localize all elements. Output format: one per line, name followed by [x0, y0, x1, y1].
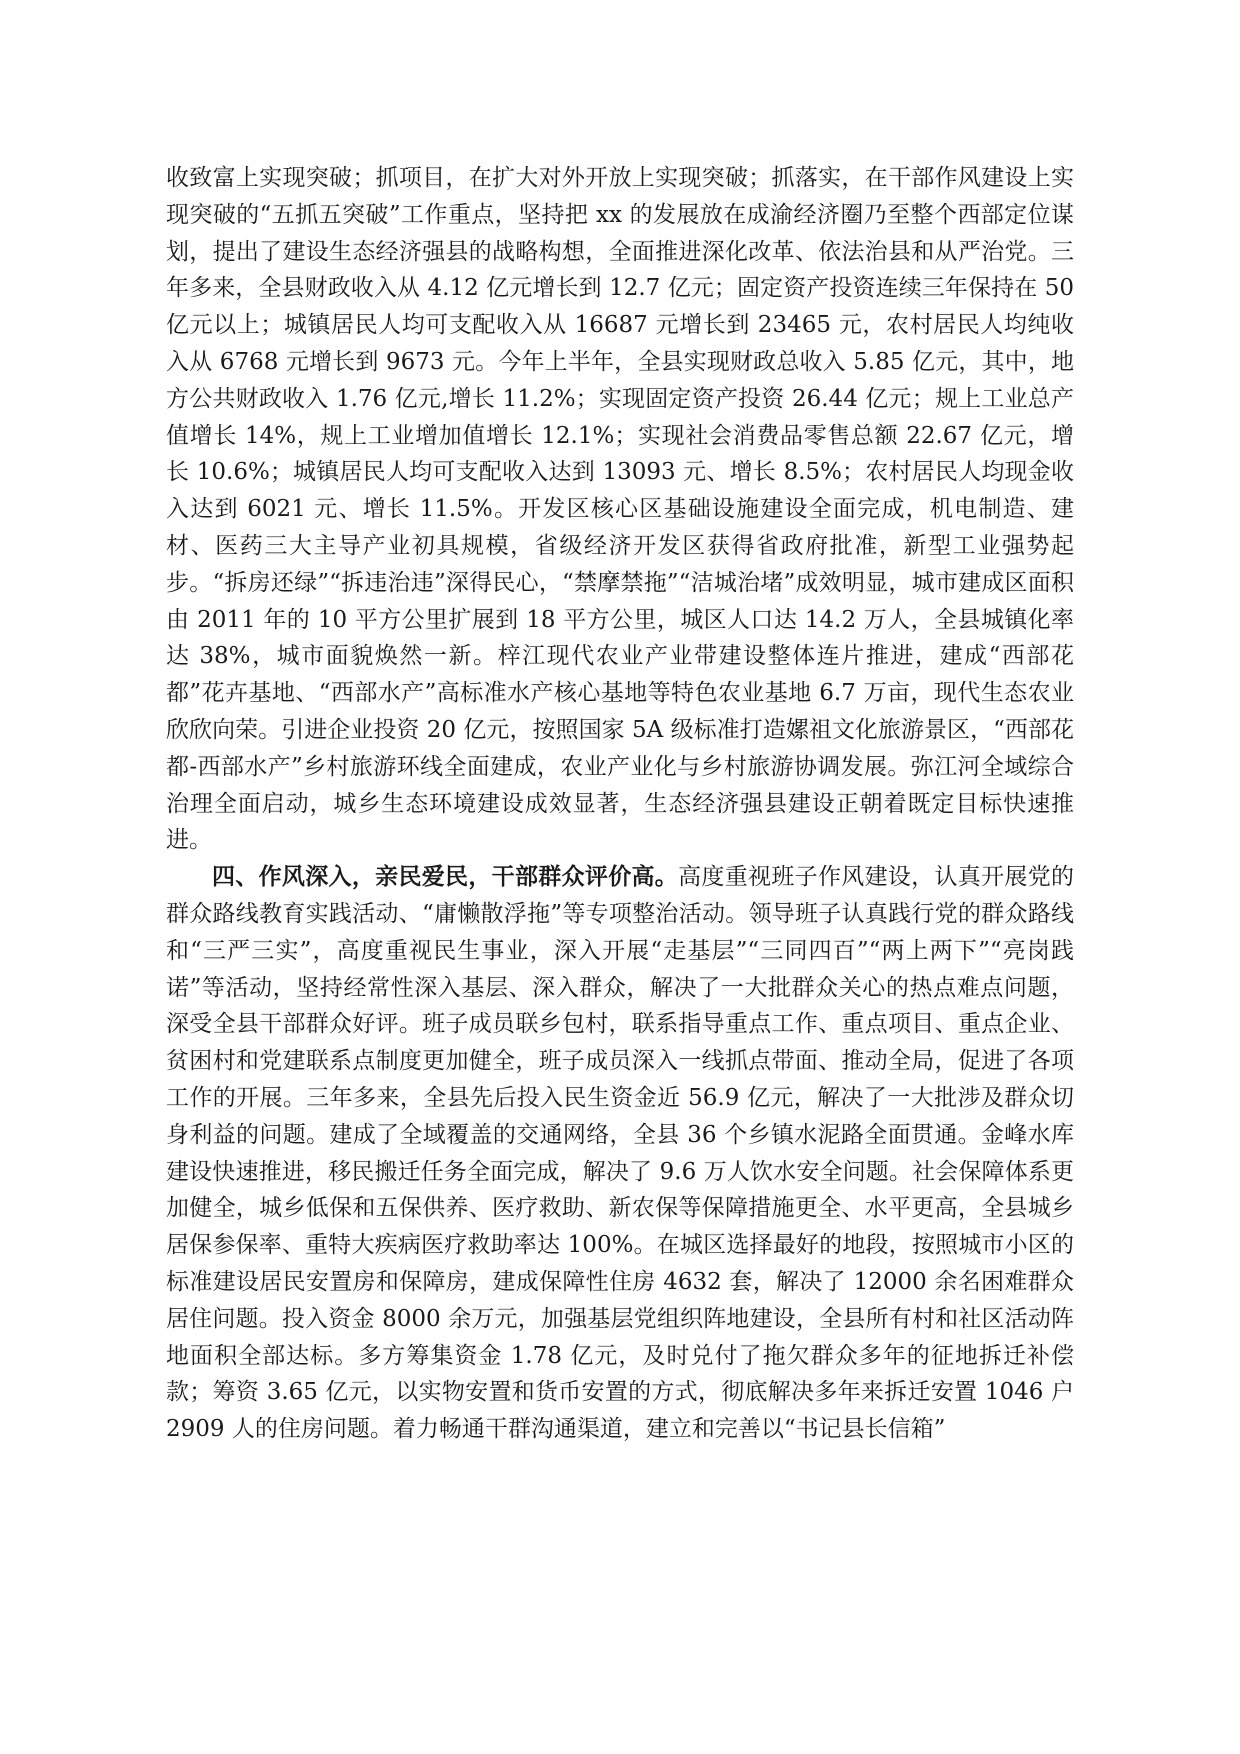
document-body [166, 160, 1074, 1448]
paragraph-economic-results: 收致富上实现突破；抓项目，在扩大对外开放上实现突破；抓落实，在干部作风建设上实现突破的“五抓五突破”工作重点，坚持把 xx 的发展放在成渝经济圈乃至整个西部定位谋划，提出了建设生态经济强县的战略构想，全面推进深化改革、依法治县和从严治党。三年多来，全县财政收入从 4.12 亿元增长到 12.7 亿元；固定资产投资连续三年保持在 50 亿元以上；城镇居民人均可支配收入从 16687 元增长到 23465 元，农村居民人均纯收入从 6768 元增长到 9673 元。今年上半年，全县实现财政总收入 5.85 亿元，其中，地方公共财政收入 1.76 亿元,增长 11.2%；实现固定资产投资 26.44 亿元；规上工业总产值增长 14%，规上工业增加值增长 12.1%；实现社会消费品零售总额 22.67 亿元，增长 10.6%；城镇居民人均可支配收入达到 13093 元、增长 8.5%；农村居民人均现金收入达到 6021 元、增长 11.5%。开发区核心区基础设施建设全面完成，机电制造、建材、医药三大主导产业初具规模，省级经济开发区获得省政府批准，新型工业强势起步。“拆房还绿”“拆违治违”深得民心，“禁摩禁拖”“洁城治堵”成效明显，城市建成区面积由 2011 年的 10 平方公里扩展到 18 平方公里，城区人口达 14.2 万人，全县城镇化率达 38%，城市面貌焕然一新。梓江现代农业产业带建设整体连片推进，建成“西部花都”花卉基地、“西部水产”高标准水产核心基地等特色农业基地 6.7 万亩，现代生态农业欣欣向荣。引进企业投资 20 亿元，按照国家 5A 级标准打造嫘祖文化旅游景区，“西部花都-西部水产”乡村旅游环线全面建成，农业产业化与乡村旅游协调发展。弥江河全域综合治理全面启动，城乡生态环境建设成效显著，生态经济强县建设正朝着既定目标快速推进。 [166, 165, 1074, 854]
section-body: 高度重视班子作风建设，认真开展党的群众路线教育实践活动、“庸懒散浮拖”等专项整治活动。领导班子认真践行党的群众路线和“三严三实”，高度重视民生事业，深入开展“走基层”“三同四百”“两上两下”“亮岗践诺”等活动，坚持经常性深入基层、深入群众，解决了一大批群众关心的热点难点问题，深受全县干部群众好评。班子成员联乡包村，联系指导重点工作、重点项目、重点企业、贫困村和党建联系点制度更加健全，班子成员深入一线抓点带面、推动全局，促进了各项工作的开展。三年多来，全县先后投入民生资金近 56.9 亿元，解决了一大批涉及群众切身利益的问题。建成了全域覆盖的交通网络，全县 36 个乡镇水泥路全面贯通。金峰水库建设快速推进，移民搬迁任务全面完成，解决了 9.6 万人饮水安全问题。社会保障体系更加健全，城乡低保和五保供养、医疗救助、新农保等保障措施更全、水平更高，全县城乡居保参保率、重特大疾病医疗救助率达 100%。在城区选择最好的地段，按照城市小区的标准建设居民安置房和保障房，建成保障性住房 4632 套，解决了 12000 余名困难群众居住问题。投入资金 8000 余万元，加强基层党组织阵地建设，全县所有村和社区活动阵地面积全部达标。多方筹集资金 1.78 亿元，及时兑付了拖欠群众多年的征地拆迁补偿款；筹资 3.65 亿元，以实物安置和货币安置的方式，彻底解决多年来拆迁安置 1046 户 2909 人的住房问题。着力畅通干群沟通渠道，建立和完善以“书记县长信箱” [166, 864, 1075, 1443]
paragraph-section-four [166, 859, 1074, 1448]
section-heading: 四、作风深入，亲民爱民，干部群众评价高。 [212, 863, 679, 891]
